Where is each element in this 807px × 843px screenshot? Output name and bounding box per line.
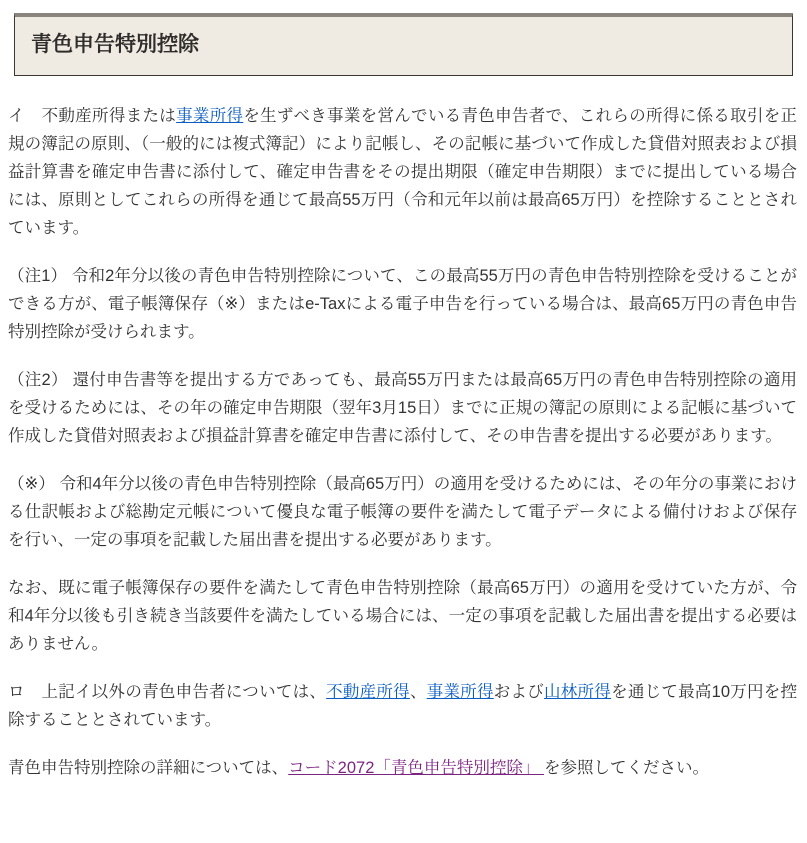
text-segment: （注1） 令和2年分以後の青色申告特別控除について、この最高55万円の青色申告特別控除を受けることができる方が、電子帳簿保存（※）またはe-Taxによる電子申告を行っている場合は、最高65万円の青色申告特別控除が受けられます。 (8, 267, 797, 341)
paragraph-item-ro (8, 678, 797, 734)
paragraph-item-i (8, 102, 797, 242)
text-segment: （※） 令和4年分以後の青色申告特別控除（最高65万円）の適用を受けるためには、その年分の事業における仕訳帳および総勘定元帳について優良な電子帳簿の要件を満たして電子データによる備付けおよび保存を行い、一定の事項を記載した届出書を提出する必要があります。 (8, 475, 797, 549)
text-segment: を通じて最高10万円を控除することとされています。 (8, 683, 798, 729)
paragraph-note-2 (8, 366, 797, 450)
text-segment: 、 (409, 683, 427, 701)
text-segment: を参照してください。 (543, 759, 709, 777)
text-segment: （注2） 還付申告書等を提出する方であっても、最高55万円または最高65万円の青色申告特別控除の適用を受けるためには、その年の確定申告期限（翌年3月15日）までに正規の簿記の原則による記帳に基づいて作成した貸借対照表および損益計算書を確定申告書に添付して、その申告書を提出する必要があります。 (8, 371, 797, 445)
page-heading (14, 13, 793, 76)
text-segment: イ 不動産所得または (8, 107, 177, 125)
link-forestry-income[interactable]: 山林所得 (544, 683, 612, 701)
paragraph-note-1 (8, 262, 797, 346)
text-segment: および (493, 683, 545, 701)
page (0, 13, 807, 843)
text-segment: を生ずべき事業を営んでいる青色申告者で、これらの所得に係る取引を正規の簿記の原則、（一般的には複式簿記）により記帳し、その記帳に基づいて作成した貸借対照表および損益計算書を確定申告書に添付して、確定申告書をその提出期限（確定申告期限）までに提出している場合には、原則としてこれらの所得を通じて最高55万円（令和元年以前は最高65万円）を控除することとされています。 (8, 107, 798, 237)
link-business-income[interactable]: 事業所得 (426, 683, 494, 701)
paragraph-nao (8, 574, 797, 658)
link-business-income[interactable]: 事業所得 (176, 107, 244, 125)
link-code-2072[interactable]: コード2072「青色申告特別控除」 (288, 759, 544, 777)
paragraph-note-kome (8, 470, 797, 554)
text-segment: なお、既に電子帳簿保存の要件を満たして青色申告特別控除（最高65万円）の適用を受けていた方が、令和4年分以後も引き続き当該要件を満たしている場合には、一定の事項を記載した届出書を提出する必要はありません。 (8, 579, 797, 653)
article-body (8, 102, 797, 782)
text-segment: 青色申告特別控除の詳細については、 (8, 759, 289, 777)
link-real-estate-income[interactable]: 不動産所得 (326, 683, 410, 701)
page-title: 青色申告特別控除 (31, 33, 199, 56)
paragraph-detail (8, 754, 797, 782)
text-segment: ロ 上記イ以外の青色申告者については、 (8, 683, 327, 701)
